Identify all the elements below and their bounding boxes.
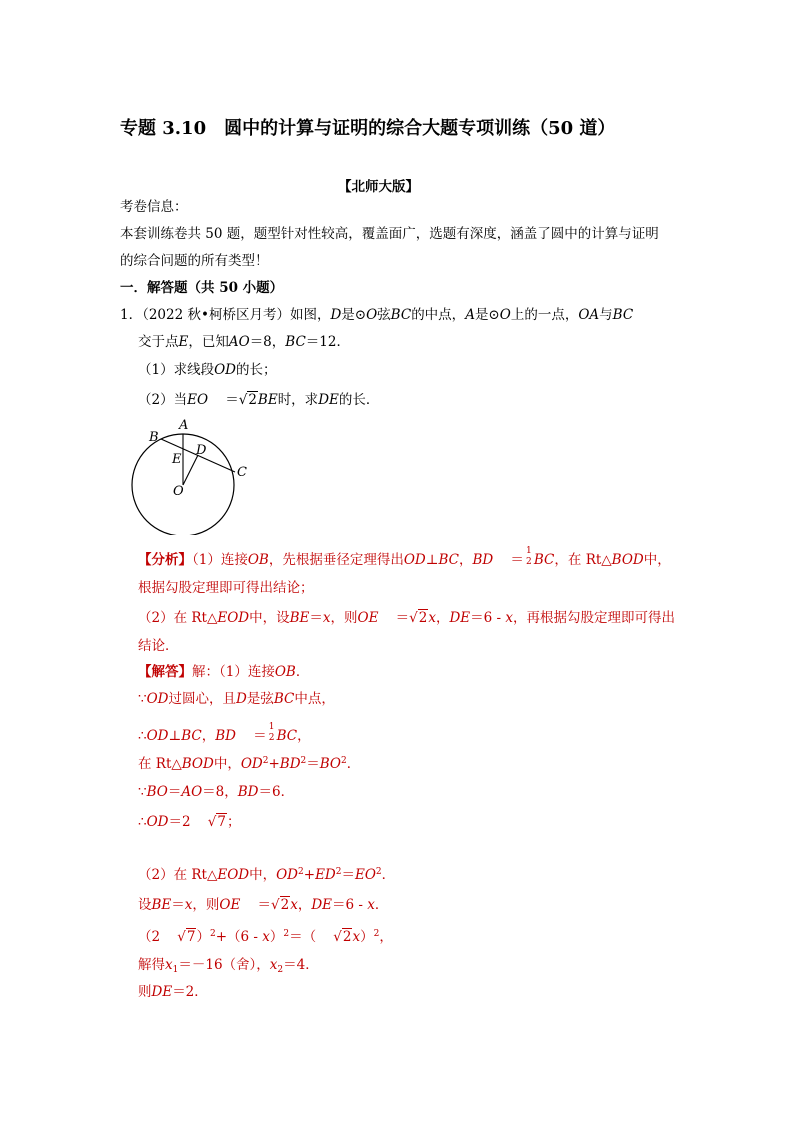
solution-line-6: ∴OD＝2 √7； [138, 814, 241, 830]
info-line-1: 本套训练卷共 50 题，题型针对性较高，覆盖面广，选题有深度，涵盖了圆中的计算与证明 [120, 226, 659, 242]
solution-line-1: 【解答】解：（1）连接OB． [138, 664, 310, 680]
solution-line-10: 解得$x_1=-16$（舍），$x_2=4$． [138, 957, 319, 975]
info-line-2: 的综合问题的所有类型！ [120, 253, 269, 269]
analysis-line-4: 结论． [138, 638, 179, 654]
label-d: D [196, 443, 207, 458]
label-c: C [237, 465, 247, 480]
question-1-line-2: 交于点E，已知AO＝8，BC＝12． [138, 334, 350, 350]
analysis-line-1: 【分析】（1）连接OB，先根据垂径定理得出OD⊥BC，BD ＝ 1 2 BC，在 Rt△BOD中， [138, 546, 671, 568]
solution-line-4: 在 Rt△BOD中，$OD^2+BD^2=BO^2$． [138, 756, 361, 772]
solution-line-11: 则DE＝2． [138, 984, 208, 1000]
solution-line-5: ∵BO＝AO＝8，BD＝6． [138, 784, 295, 800]
circle-figure [130, 415, 260, 535]
solution-line-7: （2）在 Rt△EOD中，$OD^2+ED^2=EO^2$． [138, 867, 396, 883]
segment-od [183, 455, 198, 485]
section-heading: 一．解答题（共 50 小题） [120, 280, 284, 296]
label-e: E [172, 452, 182, 467]
label-o: O [173, 484, 184, 499]
solution-line-9: （2 √7）$^2$+（6 - x）$^2$＝（ √2x）$^2$， [138, 929, 393, 945]
question-1-part-1: （1）求线段OD的长； [138, 362, 277, 378]
analysis-line-2: 根据勾股定理即可得出结论； [138, 580, 314, 596]
label-a: A [179, 418, 189, 433]
solution-line-3: ∴OD⊥BC，BD ＝ 1 2 BC， [138, 722, 311, 744]
info-label: 考卷信息： [120, 199, 188, 215]
edition-label: 【北师大版】 [338, 179, 419, 195]
question-1-part-2: （2）当EO ＝√2BE时，求DE的长． [138, 392, 380, 408]
solution-line-2: ∵OD过圆心，且D是弦BC中点， [138, 691, 335, 707]
solution-line-8: 设BE＝x，则OE ＝√2x，DE＝6 - x． [138, 897, 389, 913]
page-title: 专题 3.10 圆中的计算与证明的综合大题专项训练（50 道） [120, 118, 616, 139]
question-1-line-1: 1．（2022 秋•柯桥区月考）如图，D是⊙O弦BC的中点，A是⊙O上的一点，OA与BC [120, 307, 634, 323]
label-b: B [149, 430, 159, 445]
analysis-line-3: （2）在 Rt△EOD中，设BE＝x，则OE ＝√2x，DE＝6 - x，再根据勾股定理即可得出 [138, 610, 675, 626]
